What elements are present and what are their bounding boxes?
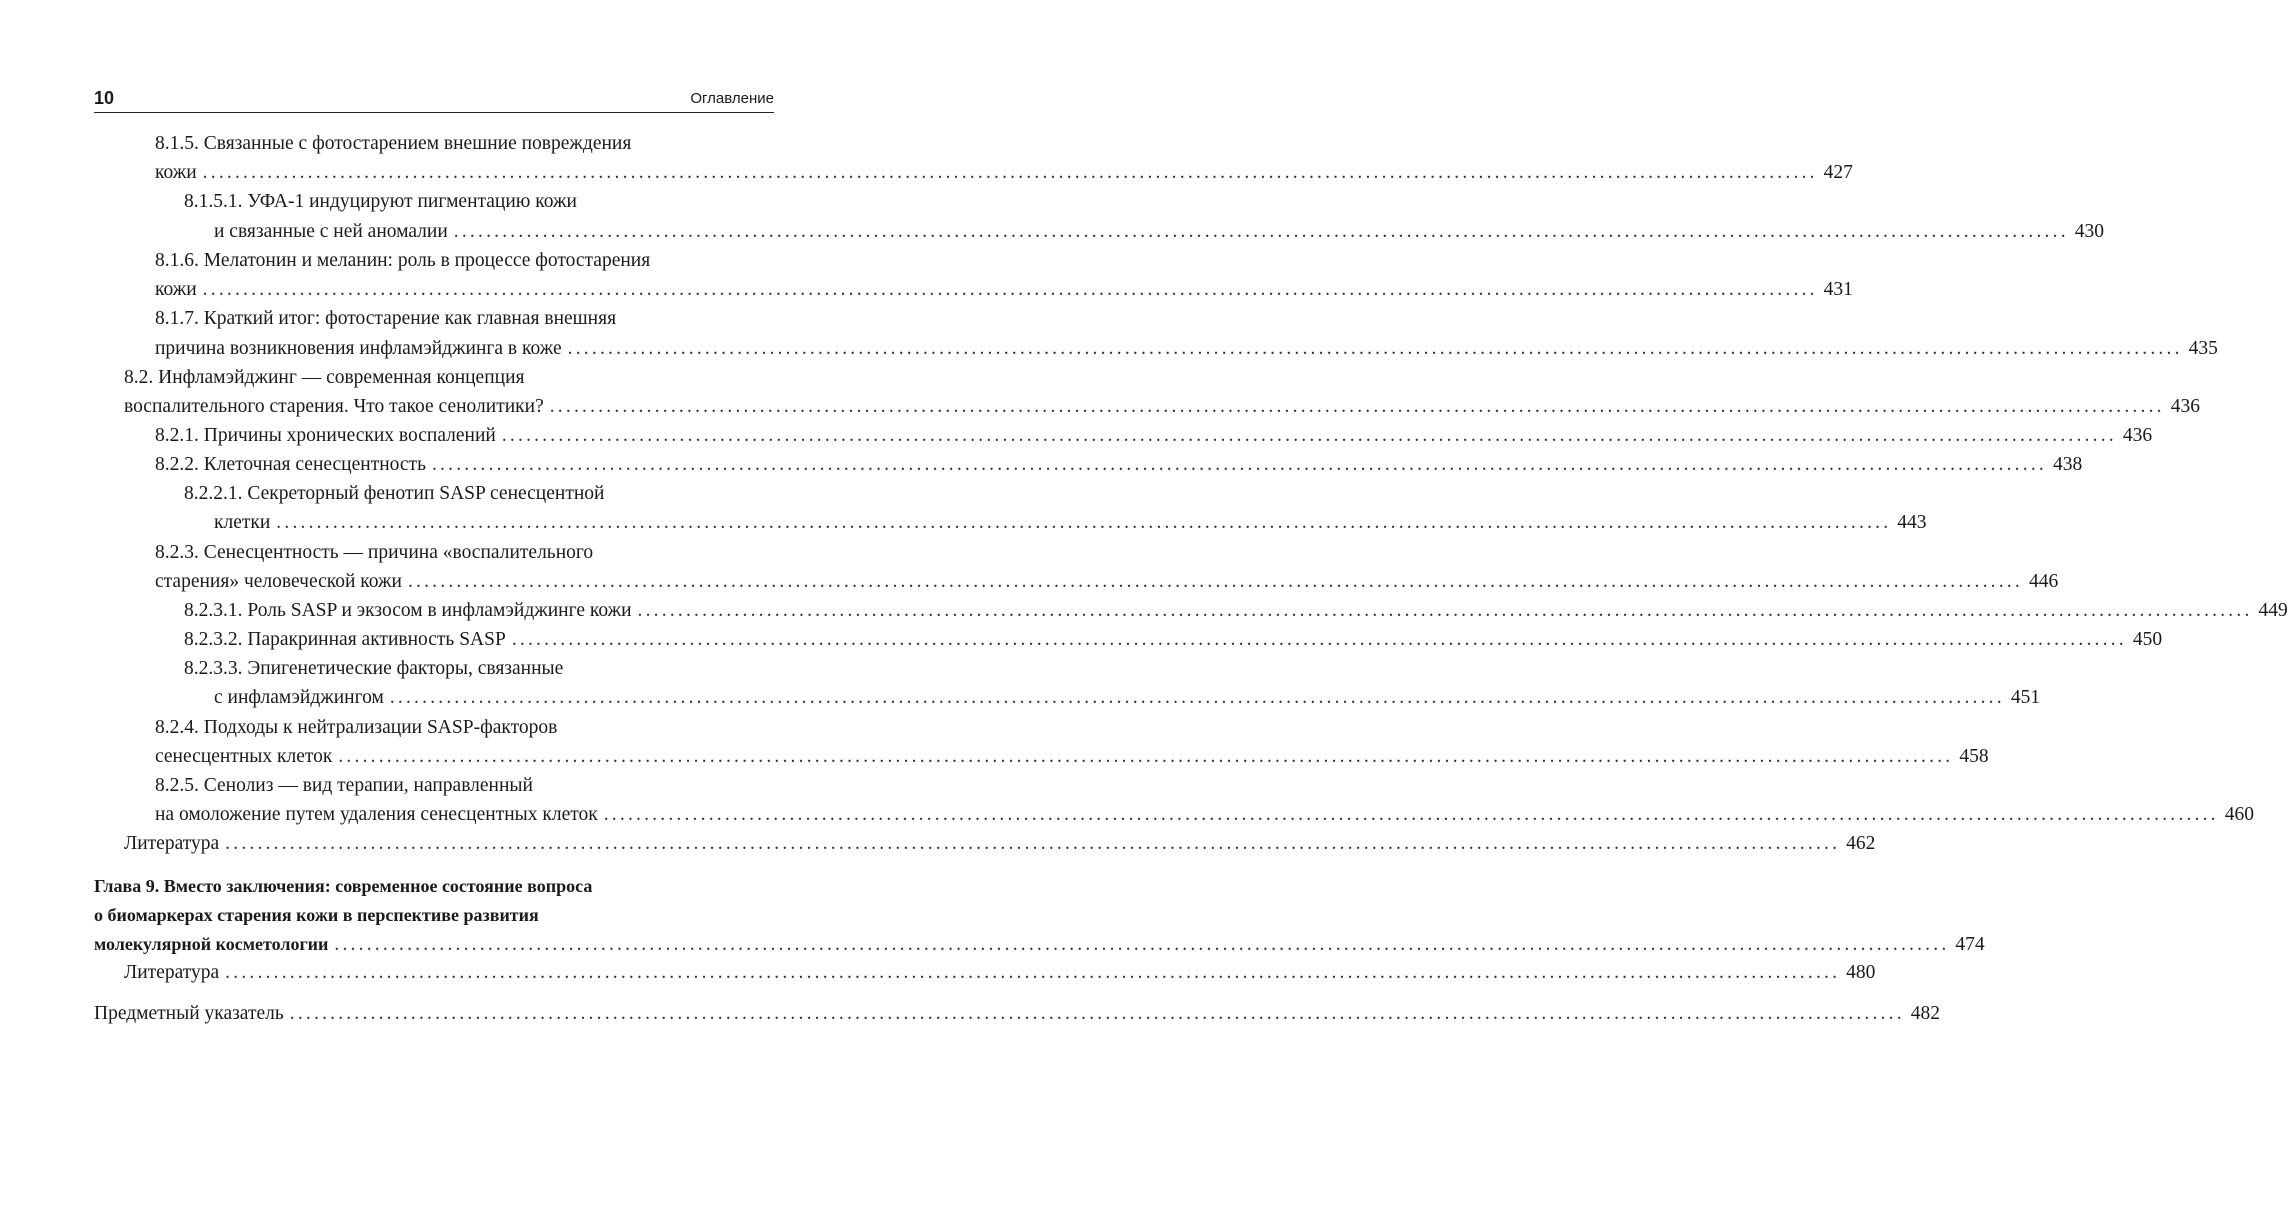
toc-entry-chapter-9-cont[interactable] [94,901,774,929]
toc-page-number: 438 [2052,454,2083,475]
leader-dots: ........................................................................................................................................................................................................ [431,454,2047,475]
toc-entry-8-2-4-cont[interactable] [155,743,1989,771]
leader-dots: ........................................................................................................................................................................................................ [202,162,1818,183]
toc-page-number: 435 [2188,338,2218,359]
leader-dots: ........................................................................................................................................................................................................ [276,512,1892,533]
toc-entry-text: причина возникновения инфламэйджинга в коже [155,338,562,359]
leader-dots: ........................................................................................................................................................................................................ [334,934,1950,955]
toc-entry-text: 8.2. Инфламэйджинг — современная концепция [124,367,525,388]
leader-dots: ........................................................................................................................................................................................................ [511,629,2127,650]
toc-entry-text: Литература [124,833,220,854]
toc-entry-8-2-cont[interactable] [124,393,2200,421]
toc-entry-text: о биомаркерах старения кожи в перспективе развития [94,905,539,925]
leader-dots: ........................................................................................................................................................................................................ [549,396,2165,417]
toc-entry-8-2-3-cont[interactable] [155,568,2059,596]
toc-entry-8-1-7[interactable] [155,305,774,333]
toc-entry-chapter-9[interactable] [94,872,774,900]
toc-page-number: 443 [1897,512,1927,533]
toc-entry-chapter-9-cont2[interactable] [94,930,1985,958]
toc-entry-8-2-2[interactable] [155,451,2083,479]
leader-dots: ........................................................................................................................................................................................................ [289,1003,1905,1024]
toc-entry-8-2-4[interactable] [155,714,774,742]
toc-entry-text: на омоложение путем удаления сенесцентных клеток [155,804,598,825]
toc-entry-text: молекулярной косметологии [94,934,329,954]
toc-entry-text: 8.2.4. Подходы к нейтрализации SASP-факторов [155,717,558,738]
toc-entry-text: кожи [155,279,197,300]
toc-entry-text: 8.2.3.2. Паракринная активность SASP [184,629,506,650]
toc-entry-8-2-5-cont[interactable] [155,801,2254,829]
toc-page-number: 436 [2122,425,2153,446]
toc-entry-literature-8[interactable] [124,830,1876,858]
leader-dots: ........................................................................................................................................................................................................ [637,600,2253,621]
toc-entry-8-1-5-1-cont[interactable] [214,218,2105,246]
toc-entry-text: воспалительного старения. Что такое сенолитики? [124,396,544,417]
toc-entry-8-1-5[interactable] [155,130,774,158]
toc-entry-text: и связанные с ней аномалии [214,221,448,242]
toc-page-number: 458 [1959,746,1989,767]
leader-dots: ........................................................................................................................................................................................................ [603,804,2219,825]
toc-page-number: 480 [1846,962,1876,983]
leader-dots: ........................................................................................................................................................................................................ [407,571,2023,592]
toc-entry-8-2-5[interactable] [155,772,774,800]
toc-entry-text: 8.2.3. Сенесцентность — причина «воспалительного [155,542,594,563]
toc-entry-text: кожи [155,162,197,183]
toc-page-number: 427 [1823,162,1853,183]
toc-entry-8-1-6[interactable] [155,247,774,275]
leader-dots: ........................................................................................................................................................................................................ [202,279,1818,300]
toc-page-number: 430 [2074,221,2105,242]
toc-entry-literature-9[interactable] [124,959,1876,987]
toc-entry-subject-index[interactable] [94,1000,1941,1028]
toc-entry-text: 8.1.5.1. УФА-1 индуцируют пигментацию кожи [184,191,577,212]
toc-entry-text: 8.1.7. Краткий итог: фотостарение как главная внешняя [155,308,617,329]
toc-page-number: 474 [1955,934,1985,955]
toc-entry-text: клетки [214,512,271,533]
toc-entry-text: 8.1.6. Мелатонин и меланин: роль в процессе фотостарения [155,250,651,271]
leader-dots: ........................................................................................................................................................................................................ [225,833,1841,854]
leader-dots: ........................................................................................................................................................................................................ [501,425,2117,446]
toc-entry-text: сенесцентных клеток [155,746,333,767]
toc-entry-8-1-5-1[interactable] [184,188,774,216]
toc-page-number: 482 [1910,1003,1941,1024]
toc-entry-text: 8.2.1. Причины хронических воспалений [155,425,496,446]
toc-entry-8-2-3-2[interactable] [184,626,2163,654]
toc-entry-text: 8.2.3.1. Роль SASP и экзосом в инфламэйджинге кожи [184,600,632,621]
toc-entry-8-2-3-1[interactable] [184,597,2288,625]
toc-entry-8-1-7-cont[interactable] [155,335,2218,363]
page-number: 10 [94,88,115,108]
toc-entry-8-2-1[interactable] [155,422,2153,450]
toc-page-number: 451 [2010,687,2041,708]
toc-entry-8-2-3-3[interactable] [184,655,774,683]
toc-page-number: 431 [1823,279,1853,300]
toc-page-number: 450 [2132,629,2163,650]
toc-entry-text: 8.1.5. Связанные с фотостарением внешние повреждения [155,133,632,154]
toc-entry-8-2-3[interactable] [155,539,774,567]
toc-entry-text: 8.2.3.3. Эпигенетические факторы, связанные [184,658,564,679]
toc-page-number: 449 [2258,600,2288,621]
toc-entry-text: с инфламэйджингом [214,687,384,708]
toc-page-number: 436 [2170,396,2200,417]
leader-dots: ........................................................................................................................................................................................................ [225,962,1841,983]
toc-page-number: 462 [1846,833,1876,854]
toc-entry-8-2[interactable] [124,364,774,392]
toc-entry-text: Глава 9. Вместо заключения: современное состояние вопроса [94,876,593,896]
toc-entry-text: Предметный указатель [94,1003,284,1024]
toc-entry-8-1-5-cont[interactable] [155,159,1853,187]
toc-entry-8-2-3-3-cont[interactable] [214,684,2041,712]
toc-entry-text: старения» человеческой кожи [155,571,402,592]
toc-entry-text: Литература [124,962,220,983]
leader-dots: ........................................................................................................................................................................................................ [389,687,2005,708]
toc-page-number: 460 [2224,804,2254,825]
toc-entry-8-2-2-1-cont[interactable] [214,509,1927,537]
leader-dots: ........................................................................................................................................................................................................ [567,338,2183,359]
toc-page-number: 446 [2028,571,2059,592]
leader-dots: ........................................................................................................................................................................................................ [338,746,1954,767]
running-title: Оглавление [690,90,774,107]
toc-entry-text: 8.2.2.1. Секреторный фенотип SASP сенесцентной [184,483,605,504]
toc-entry-text: 8.2.2. Клеточная сенесцентность [155,454,426,475]
toc-entry-text: 8.2.5. Сенолиз — вид терапии, направленный [155,775,533,796]
toc-entry-8-2-2-1[interactable] [184,480,774,508]
leader-dots: ........................................................................................................................................................................................................ [453,221,2069,242]
toc-entry-8-1-6-cont[interactable] [155,276,1853,304]
